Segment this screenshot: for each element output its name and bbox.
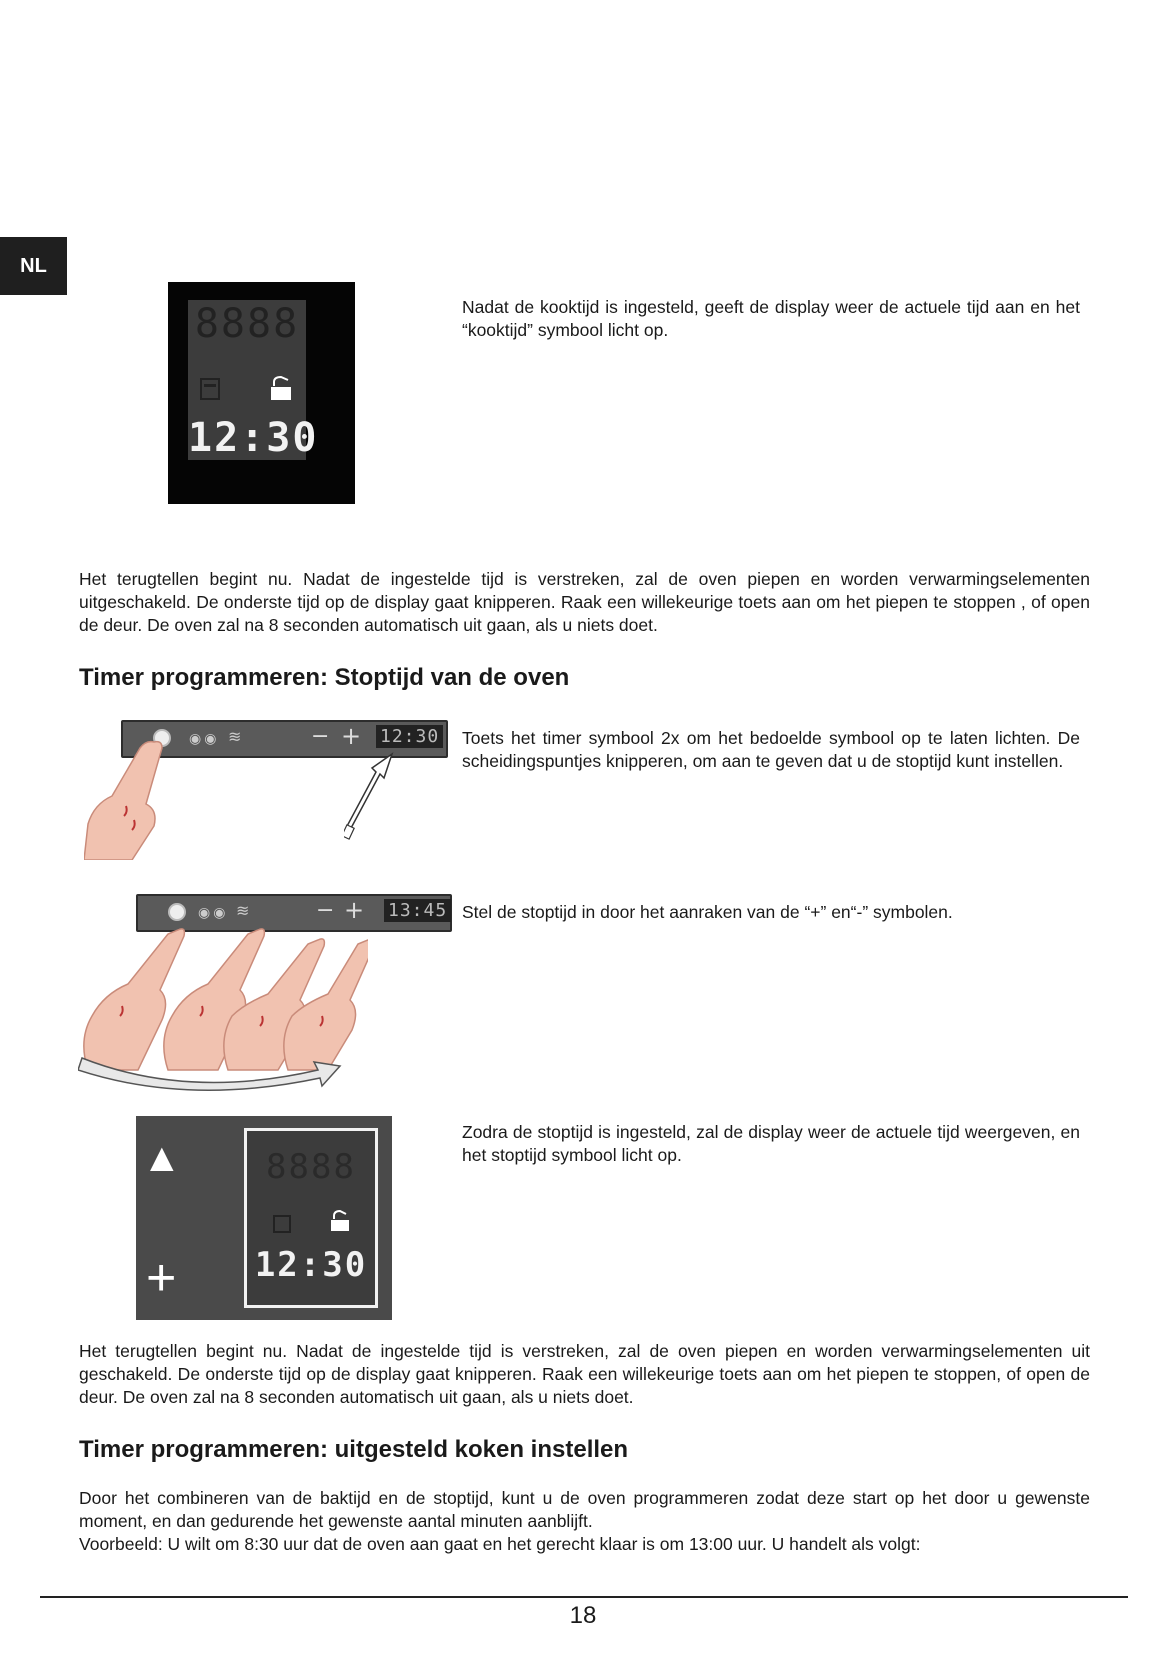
stop-time-icon: [329, 1209, 351, 1233]
paragraph-countdown-2: Het terugtellen begint nu. Nadat de ingestelde tijd is verstreken, zal de oven piepen en worden verwarmingselementen uit geschakeld. De onderste tijd op de display gaat knipperen. Raak een willekeurige toets aan om het piepen te stoppen, of open de deur. De oven zal na 8 seconden automatisch uit gaan, als u niets doet.: [79, 1341, 1090, 1407]
minus-symbol: −: [316, 898, 335, 923]
heading-delayed-cooking: Timer programmeren: uitgesteld koken instellen: [79, 1436, 629, 1463]
up-arrow-icon: ▲: [142, 1136, 182, 1180]
sliding-hands-illustration: [78, 920, 368, 1096]
timer-icon: [168, 903, 186, 921]
wifi-icon: ≋: [236, 901, 250, 920]
paragraph-cooking-time-set: Nadat de kooktijd is ingesteld, geeft de display weer de actuele tijd aan en het “kooktijd” symbool licht op.: [462, 297, 1080, 340]
function-icons: ◉◉: [198, 905, 229, 921]
strip-time-display: 12:30: [376, 725, 443, 748]
paragraph-set-stop-time: Stel de stoptijd in door het aanraken van de “+” en“-” symbolen.: [462, 902, 953, 922]
control-panel-figure-1: [84, 714, 448, 860]
oven-display-figure: [168, 282, 355, 504]
paragraph-combine-times: Door het combineren van de baktijd en de stoptijd, kunt u de oven programmeren zodat deze start op het door u gewenste moment, en dan gedurende het gewenste aantal minuten aanblijft.: [79, 1488, 1090, 1531]
plus-icon: +: [146, 1249, 177, 1307]
stop-time-display-figure: [136, 1116, 392, 1320]
strip-time-display: 13:45: [384, 899, 451, 922]
function-icons: ◉◉: [189, 731, 220, 747]
paragraph-tap-timer: Toets het timer symbool 2x om het bedoelde symbool op te laten lichten. De scheidingspuntjes knipperen, om aan te geven dat u de stoptijd kunt instellen.: [462, 728, 1080, 771]
wifi-icon: ≋: [228, 727, 242, 746]
top-digits: 8888: [266, 1147, 356, 1187]
cooking-time-icon: [200, 378, 220, 400]
plus-symbol: +: [344, 896, 365, 924]
language-tab: NL: [0, 237, 67, 295]
bottom-time-digits: 12:30: [254, 1245, 368, 1285]
minus-symbol: −: [311, 724, 330, 749]
top-digits: 8888: [194, 301, 300, 347]
display-frame: [244, 1128, 378, 1308]
plus-symbol: +: [341, 722, 362, 750]
bottom-time-digits: 12:30: [188, 415, 319, 461]
footer-divider: [40, 1596, 1128, 1598]
paragraph-example: Voorbeeld: U wilt om 8:30 uur dat de oven aan gaat en het gerecht klaar is om 13:00 uur. U handelt als volgt:: [79, 1534, 921, 1554]
paragraph-stop-time-set: Zodra de stoptijd is ingesteld, zal de display weer de actuele tijd weergeven, en het stoptijd symbool licht op.: [462, 1122, 1080, 1165]
pointer-arrow: [344, 752, 404, 842]
cooking-time-icon: [273, 1215, 291, 1233]
control-panel-figure-2: [78, 890, 452, 1096]
heading-stop-time: Timer programmeren: Stoptijd van de oven: [79, 664, 570, 691]
page-number: 18: [569, 1602, 597, 1629]
paragraph-countdown: Het terugtellen begint nu. Nadat de ingestelde tijd is verstreken, zal de oven piepen en worden verwarmingselementen uitgeschakeld. De onderste tijd op de display gaat knipperen. Raak een willekeurige toets aan om het piepen te stoppen , of open de deur. De oven zal na 8 seconden automatisch uit gaan, als u niets doet.: [79, 569, 1090, 635]
stop-time-icon: [268, 374, 294, 402]
hand-illustration: [84, 734, 194, 860]
